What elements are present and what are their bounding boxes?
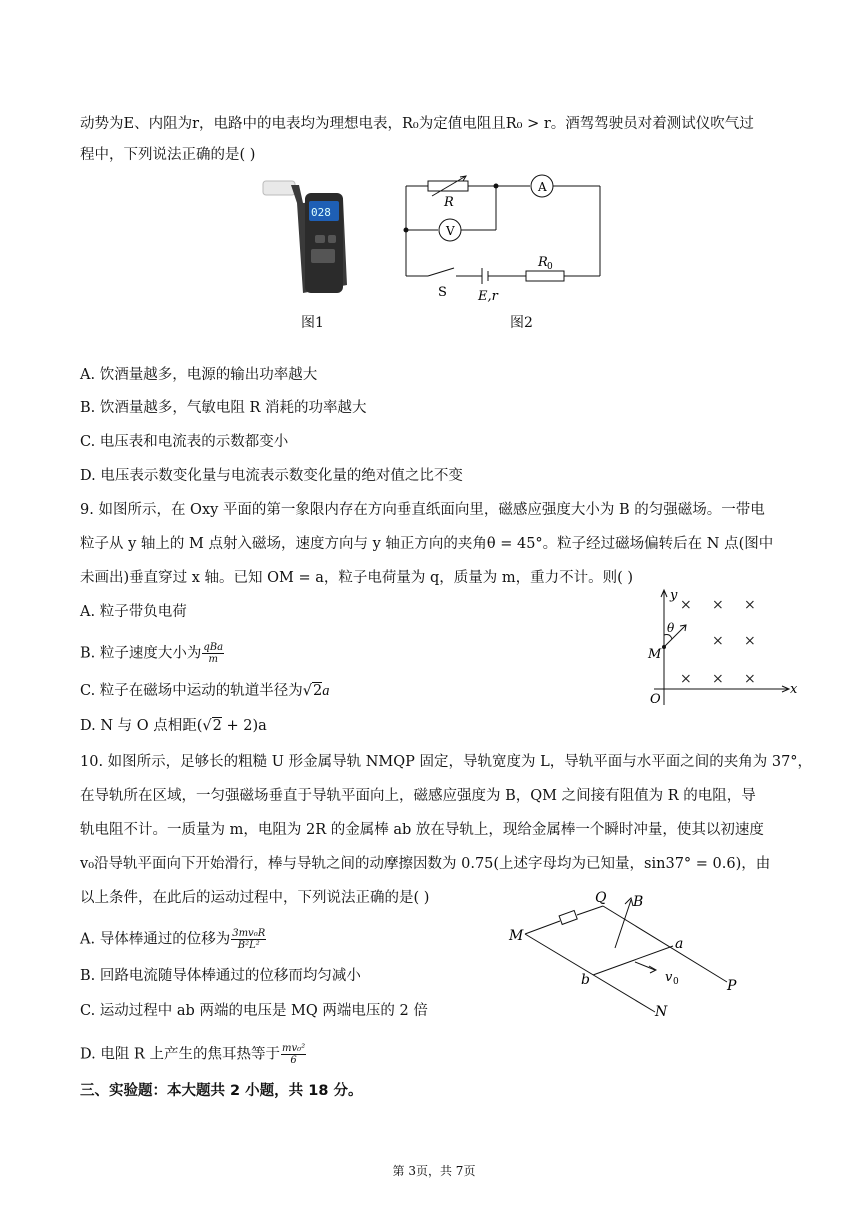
q9-option-c: C. 粒子在磁场中运动的轨道半径为√2a	[80, 683, 330, 699]
field-cross: ×	[712, 633, 724, 649]
ammeter-label: A	[538, 180, 547, 194]
rail-q-label: Q	[595, 890, 607, 906]
origin-label: O	[650, 692, 661, 707]
q10-option-c: C. 运动过程中 ab 两端的电压是 MQ 两端电压的 2 倍	[80, 1003, 428, 1019]
rail-p-label: P	[727, 978, 737, 994]
q8-option-b: B. 饮酒量越多，气敏电阻 R 消耗的功率越大	[80, 400, 367, 416]
q8-option-a: A. 饮酒量越多，电源的输出功率越大	[80, 367, 318, 383]
velocity-label: v	[665, 970, 673, 985]
field-cross: ×	[744, 633, 756, 649]
device-display: 028	[311, 206, 331, 219]
theta-label: θ	[667, 621, 675, 635]
fig1-caption: 图1	[301, 315, 324, 331]
q10-line-1: 10. 如图所示，足够长的粗糙 U 形金属导轨 NMQP 固定，导轨宽度为 L，导轨平面与水平面之间的夹角为 37°，	[80, 754, 813, 770]
q10-line-5: 以上条件，在此后的运动过程中，下列说法正确的是( )	[80, 890, 430, 906]
q8-option-d: D. 电压表示数变化量与电流表示数变化量的绝对值之比不变	[80, 468, 463, 484]
field-cross: ×	[744, 671, 756, 687]
rail-n-label: N	[655, 1004, 668, 1020]
circuit-diagram	[398, 172, 608, 302]
source-label: E,r	[478, 289, 498, 302]
q8-line-2: 程中，下列说法正确的是( )	[80, 147, 256, 163]
fig2-caption: 图2	[510, 315, 533, 331]
q10-option-d: D. 电阻 R 上产生的焦耳热等于 $\frac{\text{mv₀²}}{6}$	[80, 1043, 306, 1066]
q10-line-4: v₀沿导轨平面向下开始滑行，棒与导轨之间的动摩擦因数为 0.75(上述字母均为已知量，sin37° = 0.6)，由	[80, 856, 771, 872]
rail-m-label: M	[509, 928, 524, 944]
q9-line-2: 粒子从 y 轴上的 M 点射入磁场，速度方向与 y 轴正方向的夹角θ = 45°。粒子经过磁场偏转后在 N 点(图中	[80, 536, 774, 552]
voltmeter-label: V	[446, 224, 455, 238]
resistor-r-label: R	[444, 195, 454, 210]
point-m-label: M	[648, 647, 662, 662]
resistor-r0-label: R	[538, 255, 548, 270]
q9-line-3: 未画出)垂直穿过 x 轴。已知 OM = a，粒子电荷量为 q，质量为 m，重力不计。则( )	[80, 570, 634, 586]
q9-line-1: 9. 如图所示，在 Oxy 平面的第一象限内存在方向垂直纸面向里，磁感应强度大小为 B 的匀强磁场。一带电	[80, 502, 765, 518]
field-cross: ×	[680, 597, 692, 613]
field-cross: ×	[680, 671, 692, 687]
y-axis-label: y	[670, 588, 678, 603]
page-footer: 第 3页，共 7页	[392, 1164, 476, 1178]
q8-line-1: 动势为E、内阻为r，电路中的电表均为理想电表，R₀为定值电阻且R₀ > r。酒驾驾驶员对着测试仪吹气过	[80, 116, 754, 132]
rail-figure	[505, 890, 755, 1020]
q10-option-b: B. 回路电流随导体棒通过的位移而均匀减小	[80, 968, 361, 984]
field-b-label: B	[633, 894, 644, 910]
field-cross: ×	[744, 597, 756, 613]
rod-b-label: b	[581, 972, 590, 988]
q10-option-a: A. 导体棒通过的位移为 $\frac{\text{3mv₀R}}{\text{B²L²}}$	[80, 928, 266, 951]
breathalyzer-figure	[255, 175, 365, 335]
section-heading: 三、实验题：本大题共 2 小题，共 18 分。	[80, 1083, 363, 1099]
resistor-r0-sub: 0	[547, 262, 553, 272]
rod-a-label: a	[675, 936, 684, 952]
magnetic-field-figure	[640, 585, 800, 710]
field-cross: ×	[712, 597, 724, 613]
q9-option-a: A. 粒子带负电荷	[80, 604, 187, 620]
x-axis-label: x	[790, 682, 798, 697]
q8-option-c: C. 电压表和电流表的示数都变小	[80, 434, 289, 450]
q9-option-d: D. N 与 O 点相距(√2 + 2)a	[80, 718, 267, 734]
q10-line-2: 在导轨所在区域，一匀强磁场垂直于导轨平面向上，磁感应强度为 B，QM 之间接有阻值为 R 的电阻，导	[80, 788, 756, 804]
velocity-sub: 0	[673, 977, 679, 987]
field-cross: ×	[712, 671, 724, 687]
q10-line-3: 轨电阻不计。一质量为 m，电阻为 2R 的金属棒 ab 放在导轨上，现给金属棒一个瞬时冲量，使其以初速度	[80, 822, 764, 838]
q9-option-b: B. 粒子速度大小为 $\frac{\text{qBa}}{m}$	[80, 642, 224, 665]
switch-label: S	[438, 285, 447, 300]
